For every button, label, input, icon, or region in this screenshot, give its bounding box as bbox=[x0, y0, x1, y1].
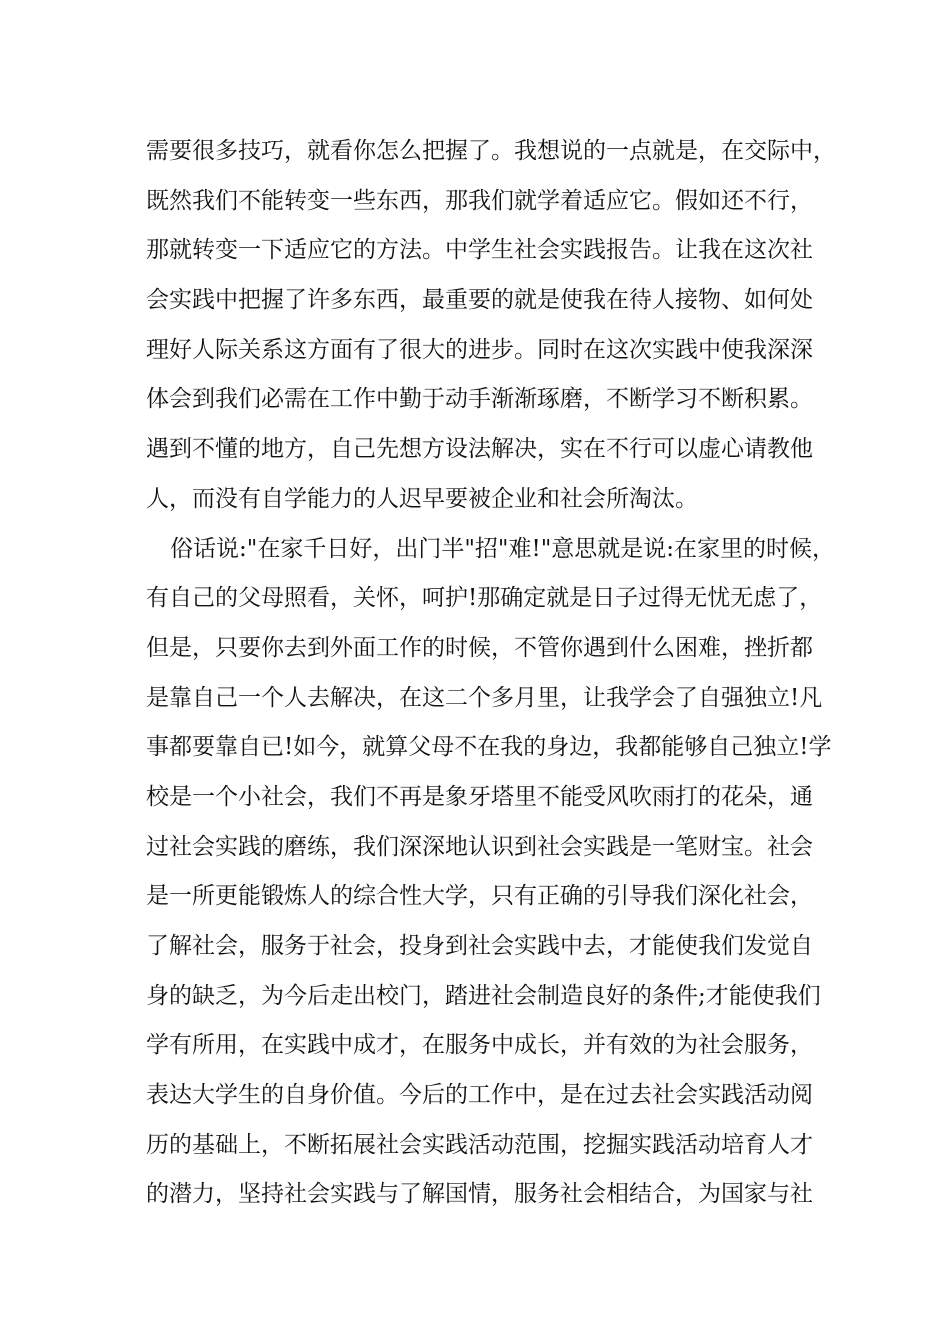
text-line: 那就转变一下适应它的方法。中学生社会实践报告。让我在这次社 bbox=[146, 237, 813, 264]
text-line: 需要很多技巧，就看你怎么把握了。我想说的一点就是，在交际中， bbox=[146, 138, 836, 164]
text-line: 俗话说:"在家千日好，出门半"招"难!"意思就是说:在家里的时候， bbox=[170, 535, 836, 562]
text-line: 身的缺乏，为今后走出校门，踏进社会制造良好的条件;才能使我们 bbox=[146, 982, 821, 1009]
text-line: 理好人际关系这方面有了很大的进步。同时在这次实践中使我深深 bbox=[146, 336, 813, 363]
text-line: 人，而没有自学能力的人迟早要被企业和社会所淘汰。 bbox=[146, 485, 698, 512]
text-line: 遇到不懂的地方，自己先想方设法解决，实在不行可以虚心请教他 bbox=[146, 436, 813, 463]
text-line: 了解社会，服务于社会，投身到社会实践中去，才能使我们发觉自 bbox=[146, 933, 813, 959]
text-line: 表达大学生的自身价值。今后的工作中，是在过去社会实践活动阅 bbox=[146, 1082, 813, 1109]
text-line: 是靠自己一个人去解决，在这二个多月里，让我学会了自强独立!凡 bbox=[146, 684, 823, 711]
text-line: 会实践中把握了许多东西，最重要的就是使我在待人接物、如何处 bbox=[146, 287, 813, 314]
text-line: 事都要靠自已!如今，就算父母不在我的身边，我都能够自己独立!学 bbox=[146, 734, 832, 761]
text-line: 但是，只要你去到外面工作的时候，不管你遇到什么困难，挫折都 bbox=[146, 634, 813, 661]
text-line: 校是一个小社会，我们不再是象牙塔里不能受风吹雨打的花朵，通 bbox=[146, 783, 813, 810]
body-text bbox=[146, 127, 836, 1220]
text-line: 过社会实践的磨练，我们深深地认识到社会实践是一笔财宝。社会 bbox=[146, 833, 813, 860]
text-line: 的潜力，坚持社会实践与了解国情，服务社会相结合，为国家与社 bbox=[146, 1181, 813, 1208]
text-line: 有自己的父母照看，关怀，呵护!那确定就是日子过得无忧无虑了， bbox=[146, 585, 823, 612]
paragraph-1 bbox=[146, 127, 836, 525]
text-line: 学有所用，在实践中成才，在服务中成长，并有效的为社会服务， bbox=[146, 1032, 813, 1059]
text-line: 体会到我们必需在工作中勤于动手渐渐琢磨，不断学习不断积累。 bbox=[146, 386, 813, 413]
paragraph-2 bbox=[146, 525, 836, 1221]
text-line: 是一所更能锻炼人的综合性大学，只有正确的引导我们深化社会， bbox=[146, 883, 813, 910]
text-line: 历的基础上，不断拓展社会实践活动范围，挖掘实践活动培育人才 bbox=[146, 1131, 813, 1158]
text-line: 既然我们不能转变一些东西，那我们就学着适应它。假如还不行， bbox=[146, 187, 813, 214]
